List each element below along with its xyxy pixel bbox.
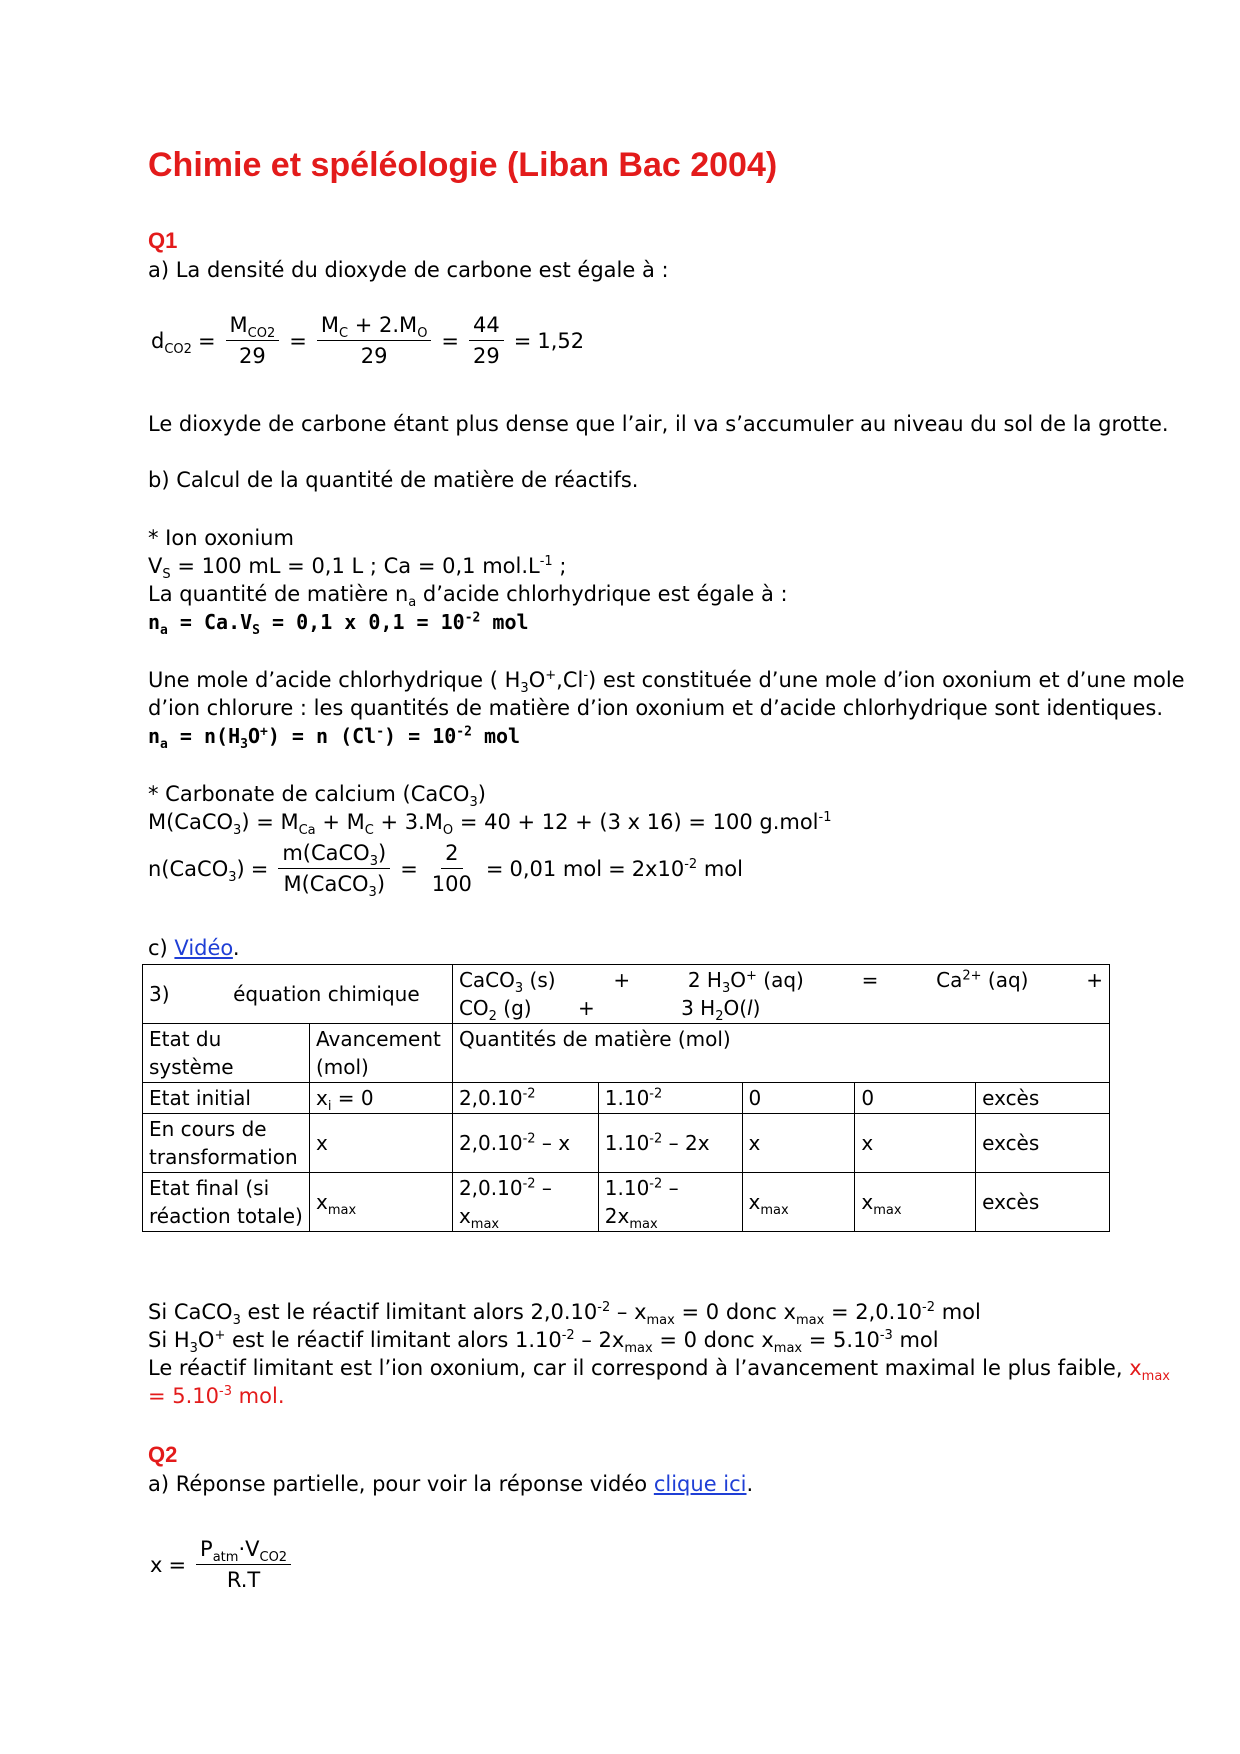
video-answer-link[interactable]: clique ici: [653, 1472, 747, 1496]
equation-label: 3) équation chimique: [143, 965, 453, 1024]
q2a-line: a) Réponse partielle, pour voir la réponse vidéo clique ici.: [148, 1472, 754, 1496]
table-row: En cours de transformation x $2,0.10^{-2}$ – x $1.10^{-2} - 2x$ x x excès: [143, 1114, 1110, 1173]
header-state: Etat du système: [143, 1024, 310, 1083]
q1c-line: c) Vidéo.: [148, 936, 240, 960]
limit-line-1: Si CaCO$_3$ est le réactif limitant alors $2,0.10^{-2} - x_{max} = 0$ donc $x_{max} = 2,0.10^{-2}$ mol: [148, 1300, 981, 1329]
density-equation: $d_{CO2}$ = $\frac{M_{CO2}}{29}$ = $\frac{M_C + 2.M_O}{29}$ = $\frac{44}{29}$ = 1,52: [151, 313, 585, 368]
limit-line-2: Si $H_3O^+$ est le réactif limitant alors $1.10^{-2} - 2x_{max} = 0$ donc $x_{max} = 5.10^{-3}$ mol: [148, 1328, 939, 1357]
limit-line-3: Le réactif limitant est l’ion oxonium, car il correspond à l’avancement maximal le plus faible, $x_{max}$: [148, 1356, 1170, 1385]
header-quantities: Quantités de matière (mol): [452, 1024, 1109, 1083]
caco3-fraction-1: $\frac{m(CaCO_3)}{M(CaCO_3)}$: [278, 840, 390, 897]
limit-line-4: = $5.10^{-3}$ mol.: [148, 1384, 285, 1408]
oxonium-title: * Ion oxonium: [148, 526, 294, 550]
caco3-molar-mass: M(CaCO$_3$) = $M_{Ca} + M_C + 3.M_O = 40 + 12 + (3$ x 16) = 100 g.mol$^{-1}$: [148, 810, 832, 839]
q2-heading: Q2: [148, 1442, 178, 1467]
density-fraction-3: $\frac{44}{29}$: [469, 312, 504, 369]
x-fraction: $\frac{P_{atm}\cdot V_{CO2}}{R.T}$: [196, 1536, 291, 1593]
q1-heading: Q1: [148, 228, 178, 253]
x-equation: x = $\frac{P_{atm}\cdot V_{CO2}}{R.T}$: [150, 1536, 295, 1593]
q1a-intro: a) La densité du dioxyde de carbone est égale à :: [148, 258, 669, 282]
na-equality: $n_a = n(H_3O^+) = n$ $(Cl^-) = 10^{-2}$ mol: [148, 724, 521, 752]
mole-line-1: Une mole d’acide chlorhydrique ( $H_3O^+,Cl^-$) est constituée d’une mole d’ion oxonium et d’une mole: [148, 668, 1185, 697]
density-result: 1,52: [537, 328, 585, 353]
table-row: [143, 965, 1110, 1024]
q1b-intro: b) Calcul de la quantité de matière de réactifs.: [148, 468, 639, 492]
density-conclusion: Le dioxyde de carbone étant plus dense que l’air, il va s’accumuler au niveau du sol de la grotte.: [148, 412, 1169, 436]
progress-table: [142, 964, 1110, 1232]
density-fraction-1: $\frac{M_{CO2}}{29}$: [226, 312, 280, 369]
video-link[interactable]: Vidéo: [174, 936, 233, 960]
table-row: Etat initial $x_i = 0$ $2,0.10^{-2}$ $1.10^{-2}$ 0 0 excès: [143, 1083, 1110, 1114]
na-intro: La quantité de matière $n_a$ d’acide chlorhydrique est égale à :: [148, 582, 788, 611]
caco3-fraction-2: $\frac{2}{100}$: [431, 841, 472, 896]
table-row: Etat final (si réaction totale) $x_{max}$ $2,0.10^{-2}$ – $x_{max}$ $1.10^{-2} - 2x_{max}$ $x_{max}$ $x_{max}$ excès: [143, 1173, 1110, 1232]
density-fraction-2: $\frac{M_C + 2.M_O}{29}$: [317, 312, 432, 369]
caco3-quantity-equation: n(CaCO$_3$) = $\frac{m(CaCO_3)}{M(CaCO_3)}$ = $\frac{2}{100}$ = 0,01 mol = $2x10^{-2}$ mol: [148, 841, 743, 901]
volume-concentration-line: $V_S = 100$ mL = 0,1 L ; Ca = 0,1 $mol.L^{-1}$ ;: [148, 554, 567, 583]
table-header-row: [143, 1024, 1110, 1083]
caco3-title: * Carbonate de calcium (CaCO$_3$): [148, 782, 486, 811]
na-calculation: $n_a = Ca.V_S = 0,1$ x $0,1 = 10^{-2}$ mol: [148, 610, 529, 638]
page-title: Chimie et spéléologie (Liban Bac 2004): [148, 146, 778, 184]
mole-line-2: d’ion chlorure : les quantités de matière d’ion oxonium et d’acide chlorhydrique sont identiques.: [148, 696, 1164, 720]
density-lhs: $d_{CO2}$: [151, 328, 192, 357]
header-advancement: Avancement (mol): [309, 1024, 452, 1083]
chemical-equation: CaCO$_3$ (s) + 2 $H_3O^+$ (aq) = $Ca^{2+}$ (aq) + $CO_2$ (g) + 3 $H_2O(l)$: [452, 965, 1109, 1024]
